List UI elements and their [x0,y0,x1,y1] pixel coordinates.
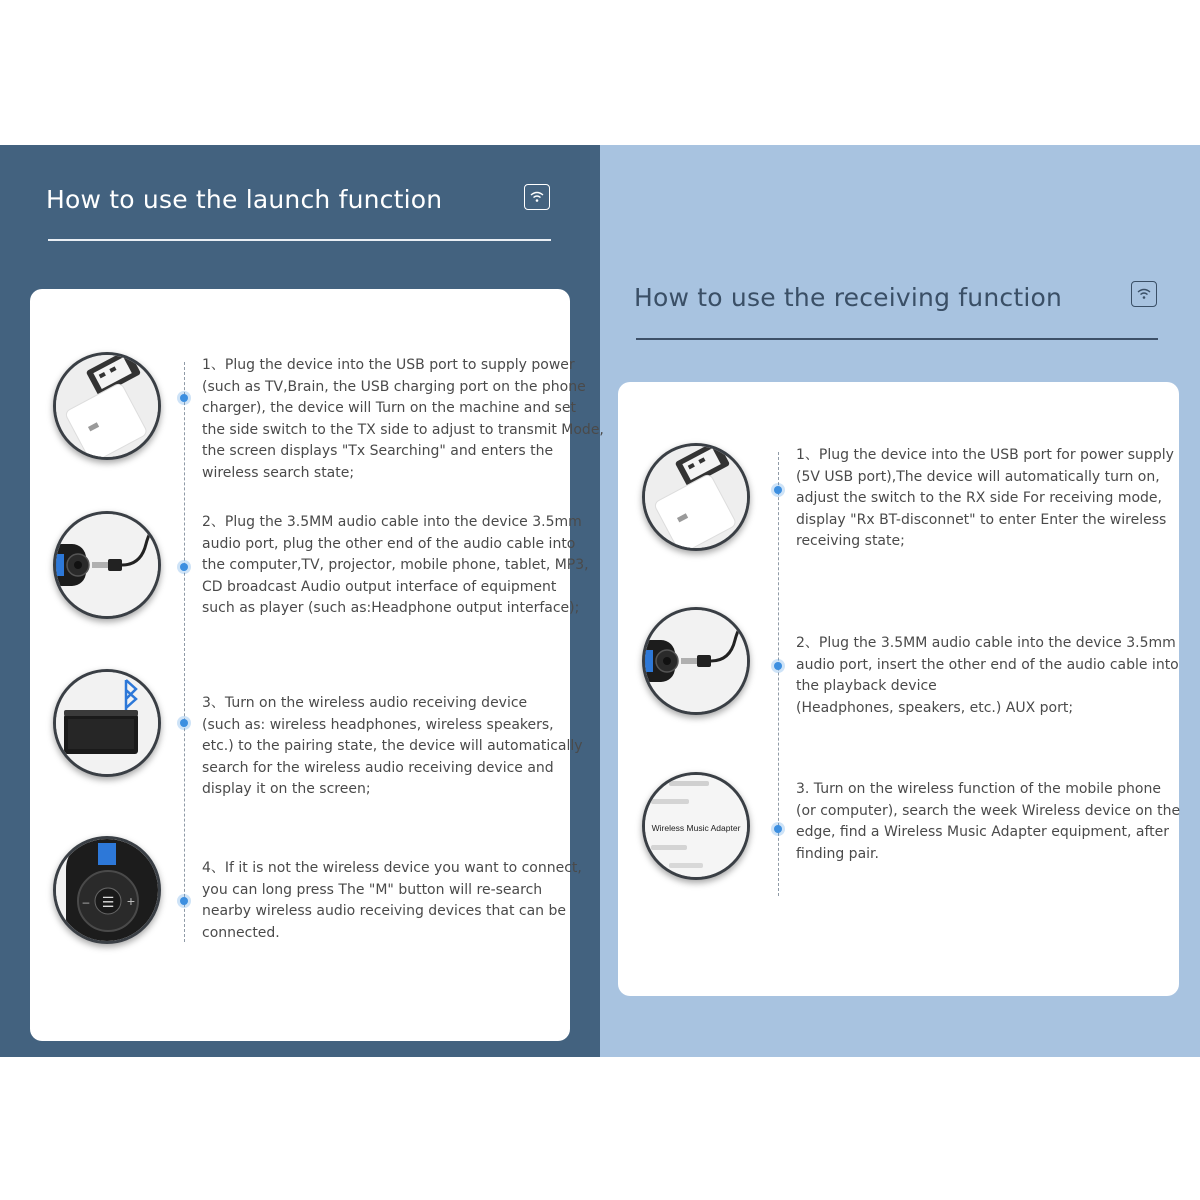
step-marker [180,394,188,402]
usb-adapter-icon [642,443,750,551]
step-marker [774,825,782,833]
receiving-step-1: 1、Plug the device into the USB port for power supply (5V USB port),The device will automatically turn on, adjust the switch to the RX side For receiving mode, display "Rx BT-disconnet" to enter Enter the wireless receiving state; [796,447,1174,549]
receiving-step-3: 3. Turn on the wireless function of the mobile phone (or computer), search the week Wireless device on the edge, find a Wireless Music Adapter equipment, after finding pair. [796,781,1181,862]
receiving-step-2: 2、Plug the 3.5MM audio cable into the device 3.5mm audio port, insert the other end of the audio cable into the playback device (Headphones, speakers, etc.) AUX port; [796,635,1179,716]
audio-cable-icon [642,607,750,715]
step-marker [180,563,188,571]
svg-text:–: – [82,895,90,909]
launch-divider [48,239,551,241]
m-button-icon [53,836,161,944]
wifi-icon [1131,281,1157,307]
device-list-icon [642,772,750,880]
launch-step-4: 4、If it is not the wireless device you want to connect, you can long press The "M" button will re-search nearby wireless audio receiving devices that can be connected. [202,860,582,941]
bluetooth-speaker-icon [53,669,161,777]
device-list-label: Wireless Music Adapter [651,823,741,833]
svg-text:☰: ☰ [101,895,115,911]
audio-cable-icon [53,511,161,619]
launch-title: How to use the launch function [46,185,443,214]
svg-text:+: + [126,893,136,909]
step-marker [180,719,188,727]
wifi-icon [524,184,550,210]
receiving-divider [636,338,1158,340]
launch-step-1: 1、Plug the device into the USB port to supply power (such as TV,Brain, the USB charging port on the phone charger), the device will Turn on the machine and set the side switch to the TX side to adjust to transmit Mode, the screen displays "Tx Searching" and enters the wireless search state; [202,357,604,481]
launch-step-2: 2、Plug the 3.5MM audio cable into the device 3.5mm audio port, plug the other end of the audio cable into the computer,TV, projector, mobile phone, tablet, MP3, CD broadcast Audio output interface of equipment such as player (such as:Headphone output interface); [202,514,589,616]
usb-adapter-icon [53,352,161,460]
receiving-title: How to use the receiving function [634,283,1063,312]
step-marker [774,662,782,670]
launch-timeline [184,362,185,942]
step-marker [180,897,188,905]
launch-step-3: 3、Turn on the wireless audio receiving device (such as: wireless headphones, wireless speakers, etc.) to the pairing state, the device will automatically search for the wireless audio receiving device and display it on the screen; [202,695,583,797]
step-marker [774,486,782,494]
